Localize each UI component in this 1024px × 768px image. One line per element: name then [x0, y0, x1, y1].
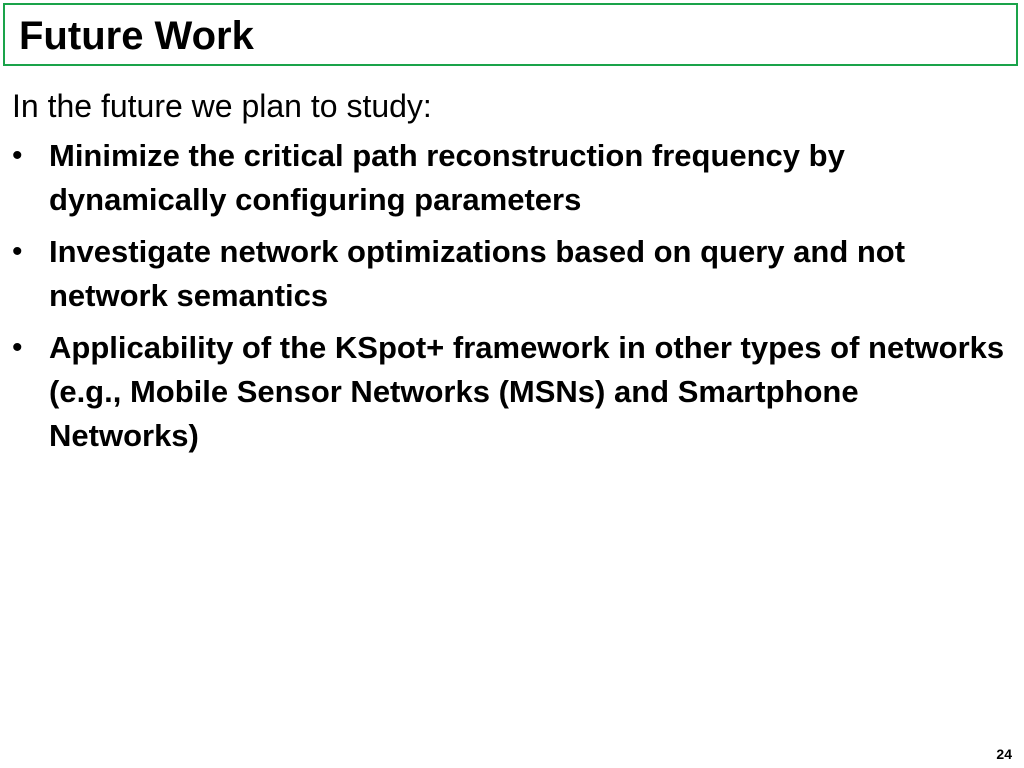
bullet-text: Investigate network optimizations based on query and not network semantics	[49, 234, 906, 313]
bullet-icon: •	[12, 331, 23, 364]
page-number: 24	[996, 746, 1012, 762]
bullet-text: Applicability of the KSpot+ framework in other types of networks (e.g., Mobile Sensor Networks (MSNs) and Smartphone Networks)	[49, 330, 1005, 453]
bullet-item-1	[12, 134, 1012, 222]
intro-text: In the future we plan to study:	[12, 88, 432, 124]
bullet-text: Minimize the critical path reconstruction frequency by dynamically configuring parameters	[49, 138, 845, 217]
slide-body	[12, 86, 1012, 466]
bullet-icon: •	[12, 235, 23, 268]
bullet-list	[12, 134, 1012, 458]
bullet-item-2	[12, 230, 1012, 318]
slide-title: Future Work	[19, 14, 254, 58]
bullet-item-3	[12, 326, 1012, 458]
bullet-icon: •	[12, 139, 23, 172]
title-frame	[3, 3, 1018, 66]
